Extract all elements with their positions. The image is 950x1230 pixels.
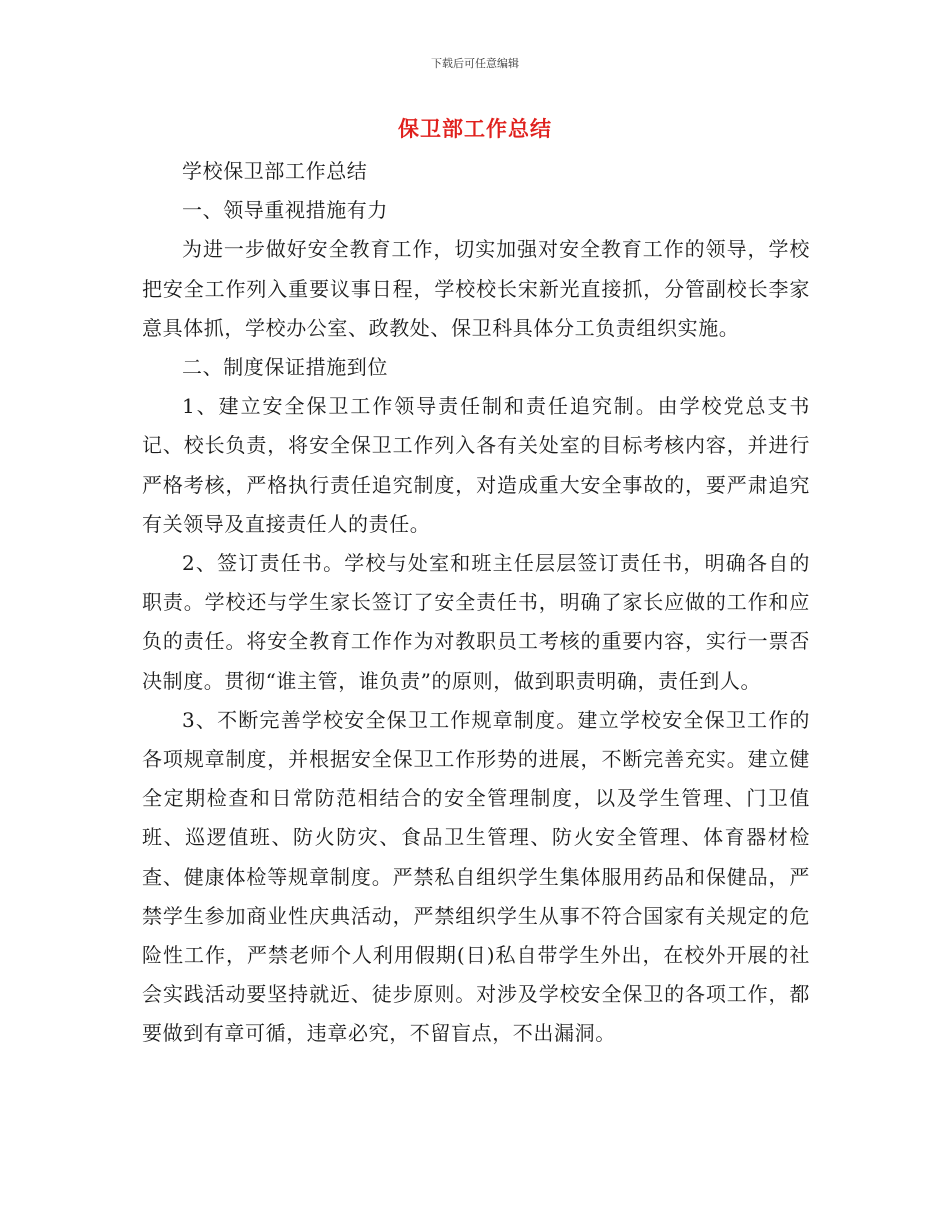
section-heading-2: 二、制度保证措施到位 [182,355,388,380]
header-note: 下载后可任意编辑 [431,57,519,70]
subtitle-paragraph: 学校保卫部工作总结 [182,159,368,183]
document-title: 保卫部工作总结 [398,117,552,141]
body-paragraph: 2、签订责任书。学校与处室和班主任层层签订责任书，明确各自的职责。学校还与学生家长签订了安全责任书，明确了家长应做的工作和应负的责任。将安全教育工作作为对教职员工考核的重要内容，实行一票否决制度。贯彻“谁主管，谁负责”的原则，做到职责明确，责任到人。 [142,551,810,693]
section-heading-1: 一、领导重视措施有力 [182,198,388,223]
body-paragraph: 为进一步做好安全教育工作，切实加强对安全教育工作的领导，学校把安全工作列入重要议事日程，学校校长宋新光直接抓，分管副校长李家意具体抓，学校办公室、政教处、保卫科具体分工负责组织实施。 [142,237,810,340]
body-paragraph: 3、不断完善学校安全保卫工作规章制度。建立学校安全保卫工作的各项规章制度，并根据安全保卫工作形势的进展，不断完善充实。建立健全定期检查和日常防范相结合的安全管理制度，以及学生管理、门卫值班、巡逻值班、防火防灾、食品卫生管理、防火安全管理、体育器材检查、健康体检等规章制度。严禁私自组织学生集体服用药品和保健品，严禁学生参加商业性庆典活动，严禁组织学生从事不符合国家有关规定的危险性工作，严禁老师个人利用假期(日)私自带学生外出，在校外开展的社会实践活动要坚持就近、徒步原则。对涉及学校安全保卫的各项工作，都要做到有章可循，违章必究，不留盲点，不出漏洞。 [142,707,810,1046]
document-body [142,152,810,1054]
body-paragraph: 1、建立安全保卫工作领导责任制和责任追究制。由学校党总支书记、校长负责，将安全保卫工作列入各有关处室的目标考核内容，并进行严格考核，严格执行责任追究制度，对造成重大安全事故的，要严肃追究有关领导及直接责任人的责任。 [142,394,810,536]
